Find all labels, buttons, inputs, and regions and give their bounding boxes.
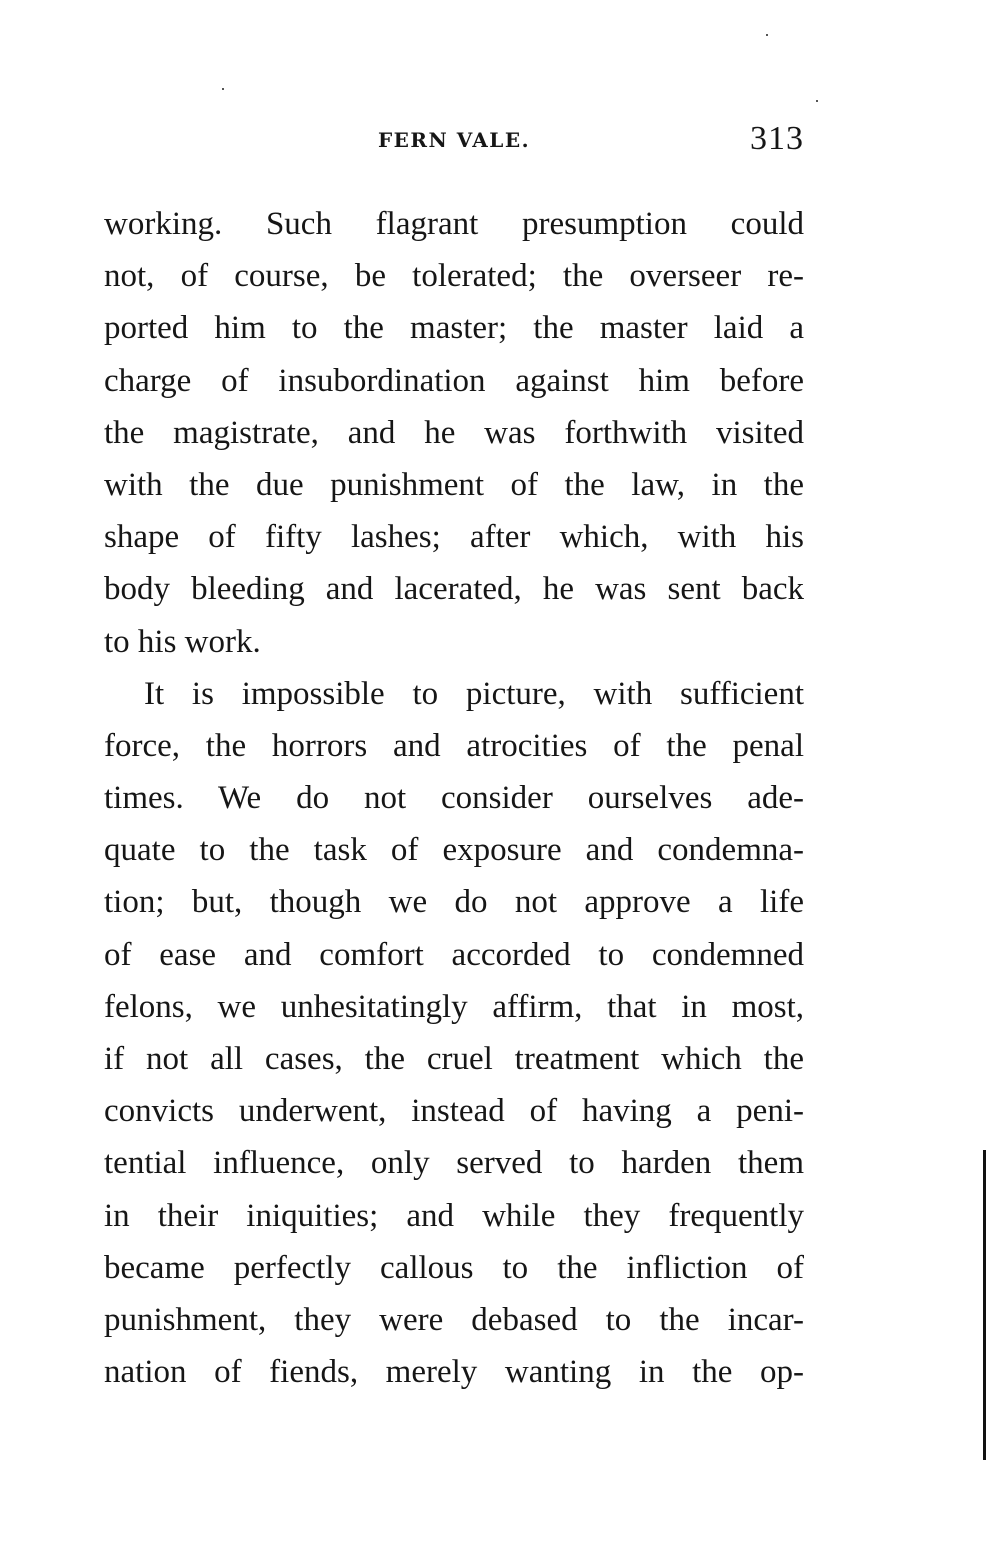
body-text [104,198,804,1398]
text-line: charge of insubordination against him before [104,362,804,399]
text-line: not, of course, be tolerated; the overseer re- [104,258,804,295]
scan-speck [222,88,224,90]
scan-speck [766,34,768,36]
text-line: punishment, they were debased to the incar- [104,1301,804,1338]
text-line: if not all cases, the cruel treatment which the [104,1041,804,1077]
text-line: It is impossible to picture, with sufficient [144,675,804,712]
text-line: times. We do not consider ourselves ade- [104,780,804,817]
text-line: ported him to the master; the master laid a [104,310,804,347]
text-line: in their iniquities; and while they frequently [104,1197,804,1234]
text-line: shape of fifty lashes; after which, with his [104,519,804,556]
text-line: convicts underwent, instead of having a peni- [104,1093,804,1130]
text-line: nation of fiends, merely wanting in the op- [104,1354,804,1391]
text-line: force, the horrors and atrocities of the penal [104,727,804,764]
text-line: to his work. [104,623,261,660]
scan-edge-mark [983,1150,986,1460]
text-line: body bleeding and lacerated, he was sent back [104,571,804,608]
text-line: working. Such flagrant presumption could [104,206,804,242]
text-line: of ease and comfort accorded to condemned [104,936,804,973]
text-line: with the due punishment of the law, in the [104,466,804,503]
scan-speck [816,100,818,102]
running-title: FERN VALE. [377,128,531,152]
text-line: became perfectly callous to the infliction of [104,1249,804,1286]
text-line: quate to the task of exposure and condemna- [104,832,804,869]
running-header [104,120,804,164]
text-line: tion; but, though we do not approve a life [104,884,804,921]
text-line: tential influence, only served to harden them [104,1145,804,1182]
text-line: the magistrate, and he was forthwith visited [104,414,804,451]
text-line: felons, we unhesitatingly affirm, that in most, [104,988,804,1025]
page-number: 313 [750,120,804,157]
